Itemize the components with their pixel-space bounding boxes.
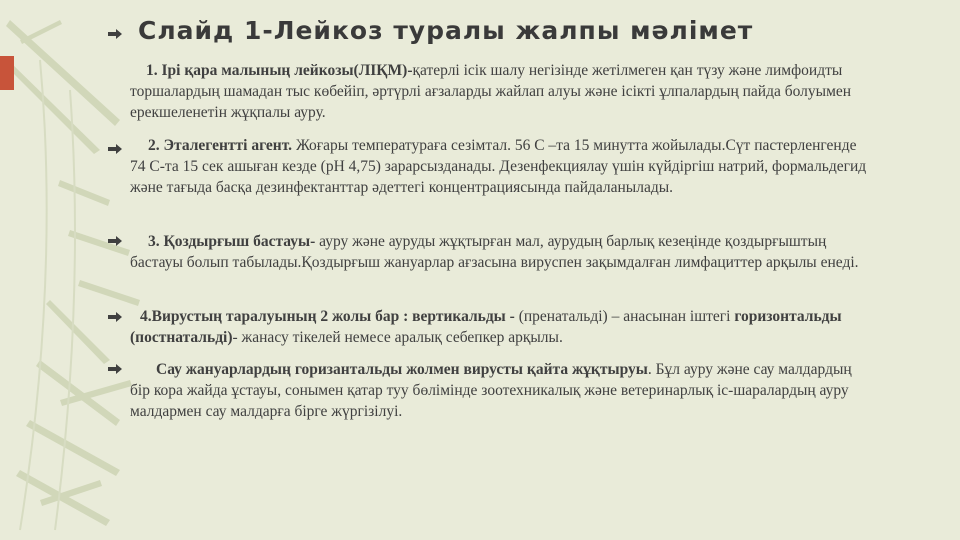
bullet-3-bold: 3. Қоздырғыш бастауы-: [148, 233, 316, 250]
bullet-2-bold: 2. Эталегентті агент.: [148, 137, 293, 154]
bullet-2-text: Жоғары температураға сезімтал. 56 С –та 15 минутта жойылады.Сүт пастерленгенде 74 С-та 15 сек ашыған кезде (рН 4,75) зарарсызданады. Дезенфекциялау үшін күйдіргіш натрий, формальдегид және тағыда басқа дезинфектанттар әдеттегі концентрациясында пайдаланылады.: [130, 137, 867, 196]
bullet-5-text: . Бұл ауру және сау малдардың бір кора жайда ұстауы, сонымен қатар туу бөлімінде зоотехникалық және ветеринарлық іс-шаралардың ауру малдармен сау малдарға бірге жүргізілуі.: [130, 361, 852, 420]
bullet-1-text: қатерлі ісік шалу негізінде жетілмеген қан түзу және лимфоидты торшалардың шамадан тыс көбейіп, әртүрлі ағзаларды жайлап алуы және ісікті ұлпалардың пайда болуымен ерекшеленетін жұқпалы ауру.: [130, 62, 852, 121]
bullet-paragraph-4: [130, 306, 870, 348]
bullet-4-text: (пренатальді) – анасынан іштегі: [514, 308, 735, 325]
bullet-4-text-2: - жанасу тікелей немесе аралық себепкер арқылы.: [232, 329, 563, 346]
bullet-arrow-icon: [108, 364, 122, 374]
bullet-4-bold-2: горизонтальды (постнатальді): [130, 308, 842, 346]
bullet-1-bold: 1. Ірі қара малының лейкозы(ЛІҚМ)-: [146, 62, 413, 79]
bullet-3-text: ауру және ауруды жұқтырған мал, аурудың барлық кезеңінде қоздырғыштың бастауы болып табылады.Қоздырғыш жануарлар ағзасына вируспен зақымдалған лимфациттер арқылы енеді.: [130, 233, 859, 271]
bullet-paragraph-2: [130, 135, 870, 198]
bullet-4-bold: 4.Вирустың таралуының 2 жолы бар : вертикальды -: [140, 308, 515, 325]
bullet-paragraph-1: [130, 60, 870, 123]
bullet-arrow-icon: [108, 144, 122, 154]
bullet-5-bold: Сау жануарлардың горизантальды жолмен вирусты қайта жұқтыруы: [156, 361, 648, 378]
bullet-paragraph-5: [130, 359, 870, 422]
title-bullet-arrow-icon: [108, 29, 122, 39]
slide-title: Слайд 1-Лейкоз туралы жалпы мәлімет: [138, 16, 754, 45]
bullet-arrow-icon: [108, 312, 122, 322]
accent-marker: [0, 56, 14, 90]
bullet-paragraph-3: [130, 231, 870, 273]
bullet-arrow-icon: [108, 236, 122, 246]
